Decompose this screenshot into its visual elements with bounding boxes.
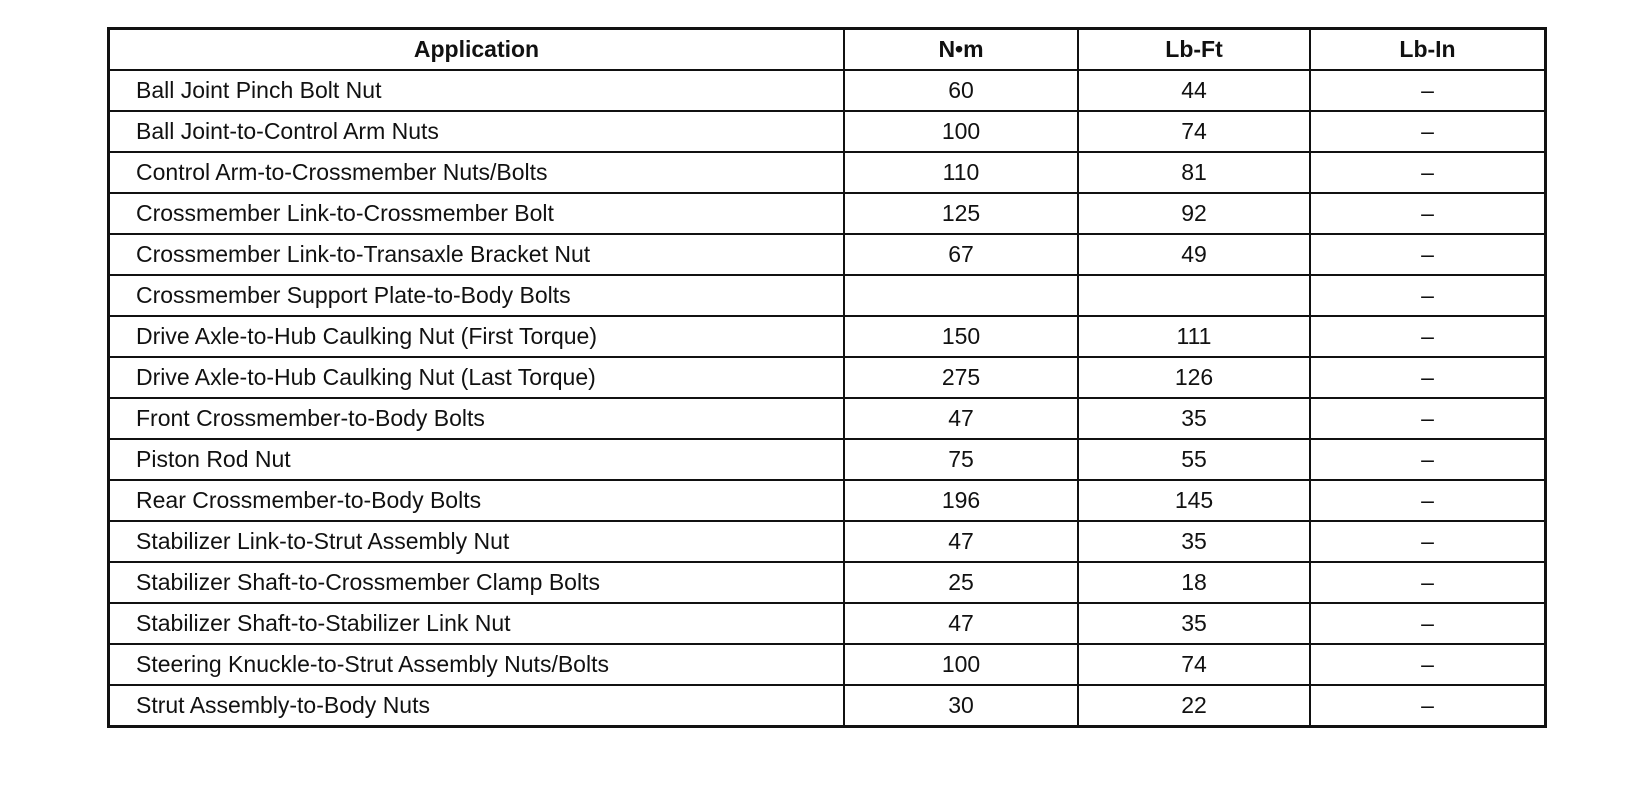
table-row (109, 275, 1545, 316)
table-row (109, 480, 1545, 521)
lbft-cell: 35 (1078, 521, 1310, 562)
table-row (109, 644, 1545, 685)
torque-specifications-table (108, 28, 1546, 727)
application-cell: Strut Assembly-to-Body Nuts (109, 685, 844, 726)
table-row (109, 357, 1545, 398)
nm-cell: 125 (844, 193, 1078, 234)
application-cell: Stabilizer Shaft-to-Crossmember Clamp Bolts (109, 562, 844, 603)
lbin-cell: – (1310, 316, 1545, 357)
lbft-cell: 49 (1078, 234, 1310, 275)
table-row (109, 111, 1545, 152)
application-cell: Crossmember Link-to-Transaxle Bracket Nut (109, 234, 844, 275)
nm-cell: 60 (844, 70, 1078, 111)
lbft-cell: 35 (1078, 603, 1310, 644)
application-cell: Crossmember Support Plate-to-Body Bolts (109, 275, 844, 316)
nm-cell: 150 (844, 316, 1078, 357)
lbin-cell: – (1310, 111, 1545, 152)
table-row (109, 521, 1545, 562)
nm-cell: 275 (844, 357, 1078, 398)
lbin-cell: – (1310, 275, 1545, 316)
lbft-cell: 92 (1078, 193, 1310, 234)
table-row (109, 398, 1545, 439)
nm-cell: 47 (844, 603, 1078, 644)
nm-cell: 100 (844, 111, 1078, 152)
application-cell: Crossmember Link-to-Crossmember Bolt (109, 193, 844, 234)
lbin-cell: – (1310, 644, 1545, 685)
application-cell: Ball Joint-to-Control Arm Nuts (109, 111, 844, 152)
nm-cell: 75 (844, 439, 1078, 480)
column-header-application: Application (109, 29, 844, 70)
application-cell: Drive Axle-to-Hub Caulking Nut (First Torque) (109, 316, 844, 357)
lbft-cell: 44 (1078, 70, 1310, 111)
lbft-cell: 35 (1078, 398, 1310, 439)
lbin-cell: – (1310, 439, 1545, 480)
column-header-pound-inches: Lb-In (1310, 29, 1545, 70)
table-body (109, 70, 1545, 726)
application-cell: Ball Joint Pinch Bolt Nut (109, 70, 844, 111)
lbft-cell: 81 (1078, 152, 1310, 193)
application-cell: Front Crossmember-to-Body Bolts (109, 398, 844, 439)
nm-cell (844, 275, 1078, 316)
lbft-cell: 74 (1078, 644, 1310, 685)
lbin-cell: – (1310, 234, 1545, 275)
lbft-cell: 18 (1078, 562, 1310, 603)
application-cell: Drive Axle-to-Hub Caulking Nut (Last Torque) (109, 357, 844, 398)
application-cell: Stabilizer Shaft-to-Stabilizer Link Nut (109, 603, 844, 644)
lbin-cell: – (1310, 603, 1545, 644)
lbin-cell: – (1310, 193, 1545, 234)
lbft-cell (1078, 275, 1310, 316)
nm-cell: 196 (844, 480, 1078, 521)
lbft-cell: 111 (1078, 316, 1310, 357)
nm-cell: 25 (844, 562, 1078, 603)
nm-cell: 100 (844, 644, 1078, 685)
nm-cell: 67 (844, 234, 1078, 275)
header-row (109, 29, 1545, 70)
nm-cell: 30 (844, 685, 1078, 726)
lbin-cell: – (1310, 357, 1545, 398)
lbin-cell: – (1310, 70, 1545, 111)
lbin-cell: – (1310, 480, 1545, 521)
lbft-cell: 126 (1078, 357, 1310, 398)
nm-cell: 110 (844, 152, 1078, 193)
table-row (109, 439, 1545, 480)
nm-cell: 47 (844, 398, 1078, 439)
table-row (109, 685, 1545, 726)
lbin-cell: – (1310, 398, 1545, 439)
application-cell: Stabilizer Link-to-Strut Assembly Nut (109, 521, 844, 562)
table-row (109, 152, 1545, 193)
lbin-cell: – (1310, 562, 1545, 603)
table-header (109, 29, 1545, 70)
nm-cell: 47 (844, 521, 1078, 562)
application-cell: Steering Knuckle-to-Strut Assembly Nuts/Bolts (109, 644, 844, 685)
table-row (109, 603, 1545, 644)
column-header-newton-meters: N•m (844, 29, 1078, 70)
table-row (109, 562, 1545, 603)
lbin-cell: – (1310, 152, 1545, 193)
lbft-cell: 74 (1078, 111, 1310, 152)
application-cell: Control Arm-to-Crossmember Nuts/Bolts (109, 152, 844, 193)
lbin-cell: – (1310, 685, 1545, 726)
application-cell: Rear Crossmember-to-Body Bolts (109, 480, 844, 521)
table-row (109, 70, 1545, 111)
lbft-cell: 145 (1078, 480, 1310, 521)
application-cell: Piston Rod Nut (109, 439, 844, 480)
lbft-cell: 22 (1078, 685, 1310, 726)
table-row (109, 234, 1545, 275)
lbft-cell: 55 (1078, 439, 1310, 480)
lbin-cell: – (1310, 521, 1545, 562)
table-row (109, 193, 1545, 234)
table-row (109, 316, 1545, 357)
column-header-pound-feet: Lb-Ft (1078, 29, 1310, 70)
